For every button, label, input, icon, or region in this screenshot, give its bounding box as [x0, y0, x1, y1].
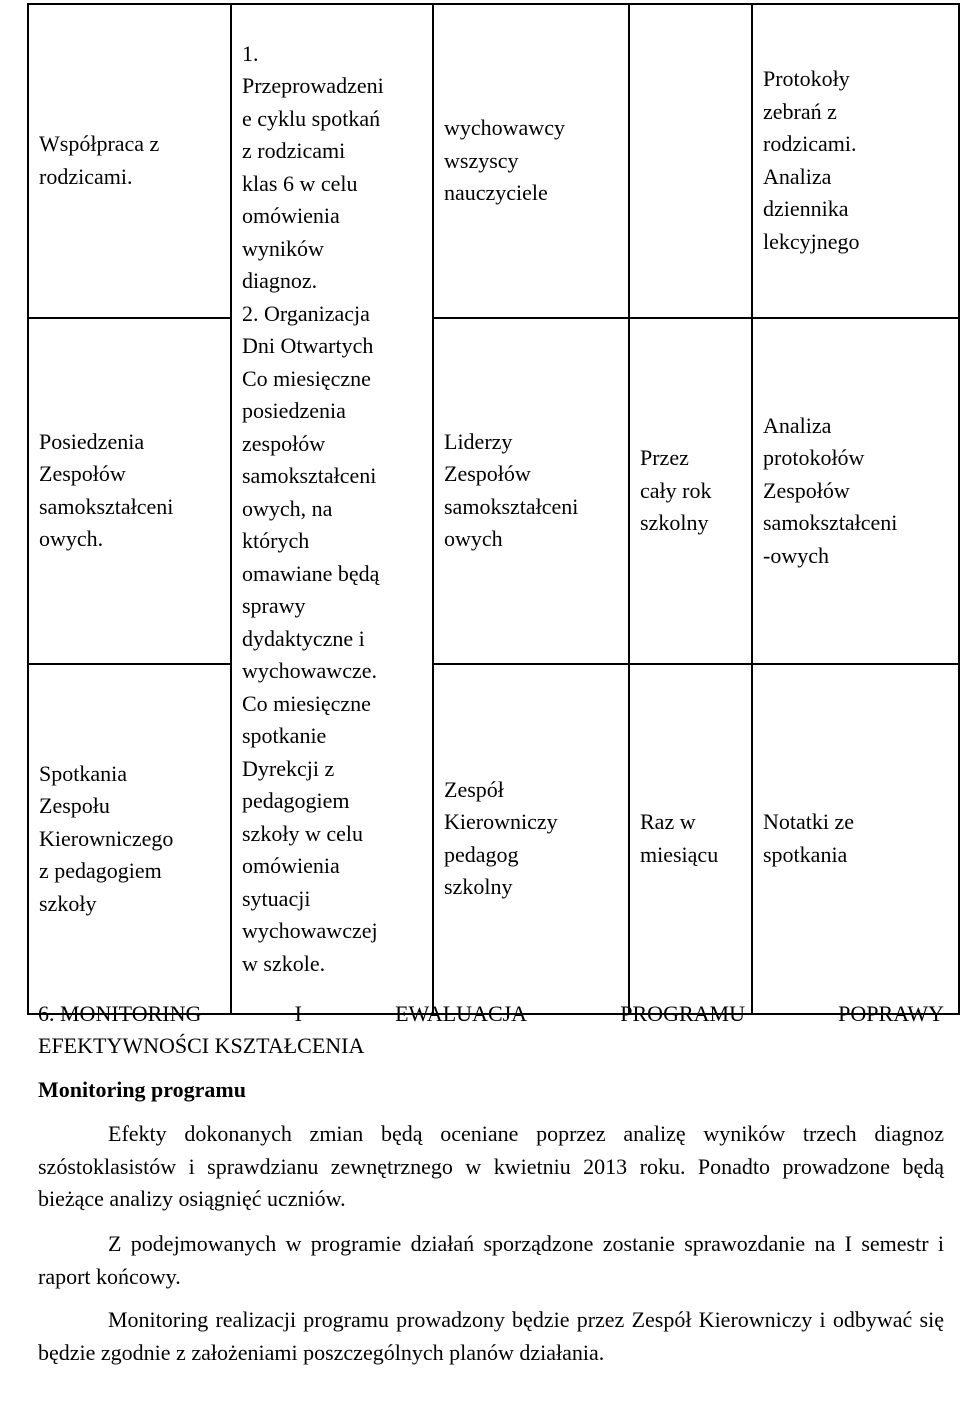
cell-timing [629, 4, 752, 318]
heading-word: POPRAWY [838, 1001, 944, 1026]
cell-text: wychowawcy wszyscy nauczyciele [444, 115, 565, 205]
subheading: Monitoring programu [38, 1077, 246, 1102]
heading-word: MONITORING [60, 1001, 202, 1026]
cell-evaluation [752, 318, 959, 665]
cell-responsible [433, 318, 629, 665]
paragraph [38, 1118, 944, 1216]
action-plan-table [27, 3, 960, 1015]
cell-area [28, 318, 231, 665]
cell-text: Posiedzenia Zespołów samokształceni owych. [39, 428, 174, 552]
cell-text: Analiza protokołów Zespołów samokształceni -owych [763, 412, 898, 568]
paragraph [38, 1228, 944, 1293]
section-heading-line2: EFEKTYWNOŚCI KSZTAŁCENIA [38, 1033, 365, 1058]
cell-timing [629, 664, 752, 1013]
cell-text: Współpraca z rodzicami. [39, 131, 160, 189]
cell-evaluation [752, 664, 959, 1013]
cell-responsible [433, 664, 629, 1013]
table-row [28, 4, 959, 318]
cell-timing [629, 318, 752, 665]
cell-text: Raz w miesiącu [640, 809, 719, 867]
table-row [28, 664, 959, 1013]
cell-text: 1. Przeprowadzeni e cyklu spotkań z rodzicami klas 6 w celu omówienia wyników diagnoz. 2. Organizacja Dni Otwartych Co miesięczne posiedzenia zespołów samokształceni owych, na których omawiane będą sprawy dydaktyczne i wychowawcze. Co miesięczne spotkanie Dyrekcji z pedagogiem szkoły w celu omówienia sytuacji wychowawczej w szkole. [242, 40, 384, 976]
cell-area [28, 664, 231, 1013]
cell-text: Zespół Kierowniczy pedagog szkolny [444, 776, 558, 900]
cell-text: Liderzy Zespołów samokształceni owych [444, 428, 579, 552]
cell-responsible [433, 4, 629, 318]
paragraph-text: Monitoring realizacji programu prowadzony będzie przez Zespół Kierowniczy i odbywać się będzie zgodnie z założeniami poszczególnych planów działania. [38, 1307, 944, 1365]
heading-word: EWALUACJA [395, 1001, 528, 1026]
section-heading-number-word [38, 998, 201, 1030]
cell-actions [231, 4, 433, 1014]
paragraph [38, 1304, 944, 1369]
table-row [28, 318, 959, 665]
paragraph-text: Efekty dokonanych zmian będą oceniane poprzez analizę wyników trzech diagnoz szóstoklasistów i sprawdzianu zewnętrznego w kwietniu 2013 roku. Ponadto prowadzone będą bieżące analizy osiągnięć uczniów. [38, 1121, 944, 1211]
section-heading [38, 998, 944, 1062]
heading-word: I [294, 1001, 302, 1026]
cell-text: Protokoły zebrań z rodzicami. Analiza dziennika lekcyjnego [763, 66, 860, 254]
cell-text: Przez cały rok szkolny [640, 445, 712, 536]
cell-text: Spotkania Zespołu Kierowniczego z pedagogiem szkoły [39, 760, 174, 916]
section-heading-line1 [38, 998, 944, 1030]
paragraph-text: Z podejmowanych w programie działań sporządzone zostanie sprawozdanie na I semestr i raport końcowy. [38, 1231, 944, 1289]
cell-evaluation [752, 4, 959, 318]
cell-area [28, 4, 231, 318]
heading-word: PROGRAMU [620, 1001, 745, 1026]
cell-text: Notatki ze spotkania [763, 809, 855, 867]
section-number: 6. [38, 1001, 55, 1026]
